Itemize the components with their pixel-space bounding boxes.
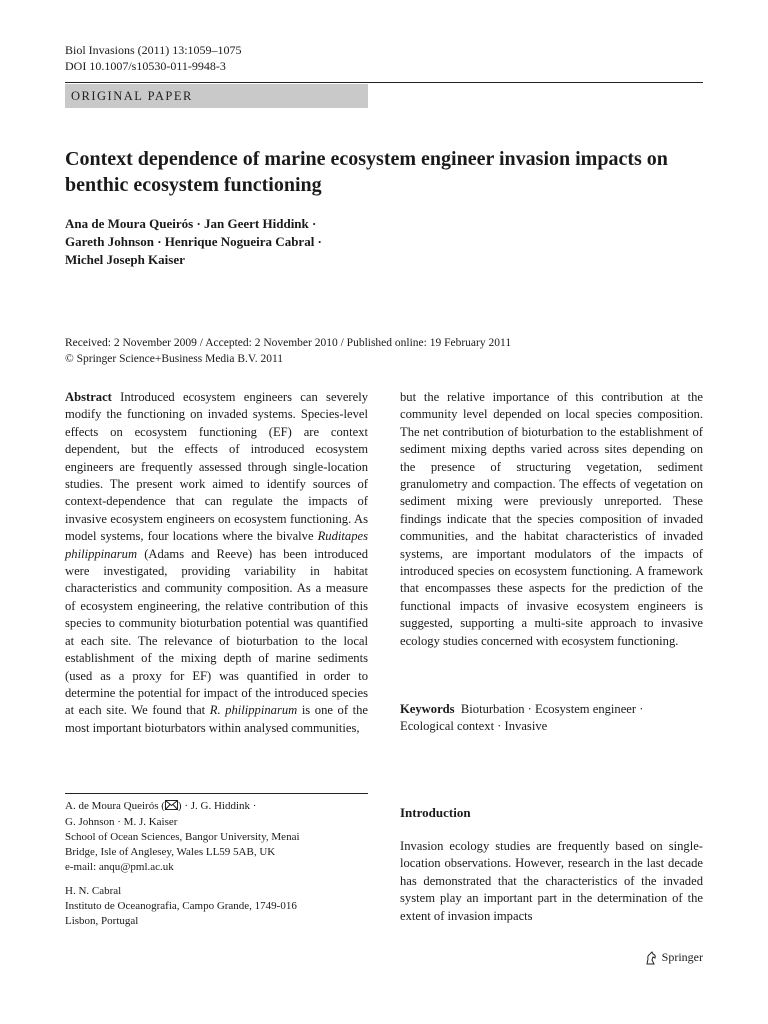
- keywords-line: Ecological context · Invasive: [400, 719, 548, 734]
- abstract-text: is one of the most important bioturbators within analysed communities,: [65, 703, 368, 735]
- footnote-text: A. de Moura Queirós (: [65, 800, 165, 812]
- journal-info: [65, 42, 242, 74]
- abstract-text: but the relative importance of this contribution at the community level depended on local species composition. The net contribution of bioturbation to the establishment of sediment mixing depths varied across sites depending on the presence of structuring vegetation, sediment granulometry and compaction. The effects of vegetation on sediment mixing were previously unreported. These findings indicate that the species composition of invaded communities, and the habitat characteristics of invaded systems, are important modulators of the impacts of introduced species on ecosystem functioning. A framework that encompasses these aspects for the prediction of the functional impacts of invasive ecosystem engineers is suggested, supporting a multi-site approach to invasive ecology studies concerned with ecosystem functioning.: [400, 390, 703, 648]
- affiliations-footnote: [65, 799, 368, 938]
- keywords-line: Bioturbation · Ecosystem engineer ·: [460, 702, 644, 716]
- keywords: [400, 701, 703, 736]
- publisher-logo: [644, 950, 703, 965]
- springer-horse-icon: [644, 951, 658, 965]
- doi: DOI 10.1007/s10530-011-9948-3: [65, 59, 226, 73]
- abstract-column-left: [65, 389, 368, 737]
- publisher-name: Springer: [661, 950, 703, 964]
- author-list: [65, 215, 705, 269]
- introduction-text: Invasion ecology studies are frequently based on single-location observations. However, research in the last decade has demonstrated that the characteristics of the invaded system play an important part in the determination of the extent of invasion impacts: [400, 839, 703, 923]
- citation: Biol Invasions (2011) 13:1059–1075: [65, 43, 242, 57]
- footnote-text: G. Johnson · M. J. Kaiser: [65, 816, 178, 828]
- footnote-text: Instituto de Oceanografia, Campo Grande, 1749-016: [65, 900, 297, 912]
- footnote-text: School of Ocean Sciences, Bangor University, Menai: [65, 831, 300, 843]
- keywords-label: Keywords: [400, 702, 455, 716]
- footnote-text: ) · J. G. Hiddink ·: [177, 800, 257, 812]
- abstract-label: Abstract: [65, 390, 112, 404]
- species-name: Ruditapes philippinarum: [65, 529, 368, 561]
- article-type-banner: ORIGINAL PAPER: [65, 84, 368, 108]
- header-rule: [65, 82, 703, 83]
- dates-line: Received: 2 November 2009 / Accepted: 2 November 2010 / Published online: 19 February 2011: [65, 337, 512, 349]
- author-line: Ana de Moura Queirós · Jan Geert Hiddink ·: [65, 216, 317, 231]
- introduction-heading: Introduction: [400, 805, 471, 820]
- abstract-text: Introduced ecosystem engineers can severely modify the functioning on invaded systems. Species-level effects on ecosystem functioning (EF) are context dependent, but the effects of introduced ecosystem engineers are frequently assessed through single-location studies. The present work aimed to identify sources of context-dependence that can regulate the impacts of invasive ecosystem engineers on ecosystem functioning. As model systems, four locations where the bivalve: [65, 390, 368, 544]
- paper-title: Context dependence of marine ecosystem engineer invasion impacts on benthic ecosystem functioning: [65, 148, 668, 196]
- email-link[interactable]: e-mail: anqu@pml.ac.uk: [65, 861, 174, 873]
- footnote-text: Lisbon, Portugal: [65, 915, 139, 927]
- species-name: R. philippinarum: [209, 703, 298, 718]
- publication-dates: [65, 335, 705, 367]
- author-line: Michel Joseph Kaiser: [65, 252, 185, 267]
- copyright-line: © Springer Science+Business Media B.V. 2011: [65, 353, 284, 365]
- footnote-rule: [65, 793, 368, 794]
- author-line: Gareth Johnson · Henrique Nogueira Cabral ·: [65, 234, 322, 249]
- footnote-text: Bridge, Isle of Anglesey, Wales LL59 5AB, UK: [65, 846, 276, 858]
- abstract-column-right: [400, 389, 703, 650]
- footnote-text: H. N. Cabral: [65, 885, 122, 897]
- abstract-text: (Adams and Reeve) has been introduced were investigated, providing variability in habitat characteristics and community composition. As a measure of ecosystem engineering, the relative contribution of this species to community bioturbation potential was quantified at each site. The relevance of bioturbation to the local establishment of the mixing depth of marine sediments (used as a proxy for EF) was quantified in order to determine the potential for impact of the introduced species at each site. We found that: [65, 546, 369, 718]
- envelope-icon: [165, 800, 178, 815]
